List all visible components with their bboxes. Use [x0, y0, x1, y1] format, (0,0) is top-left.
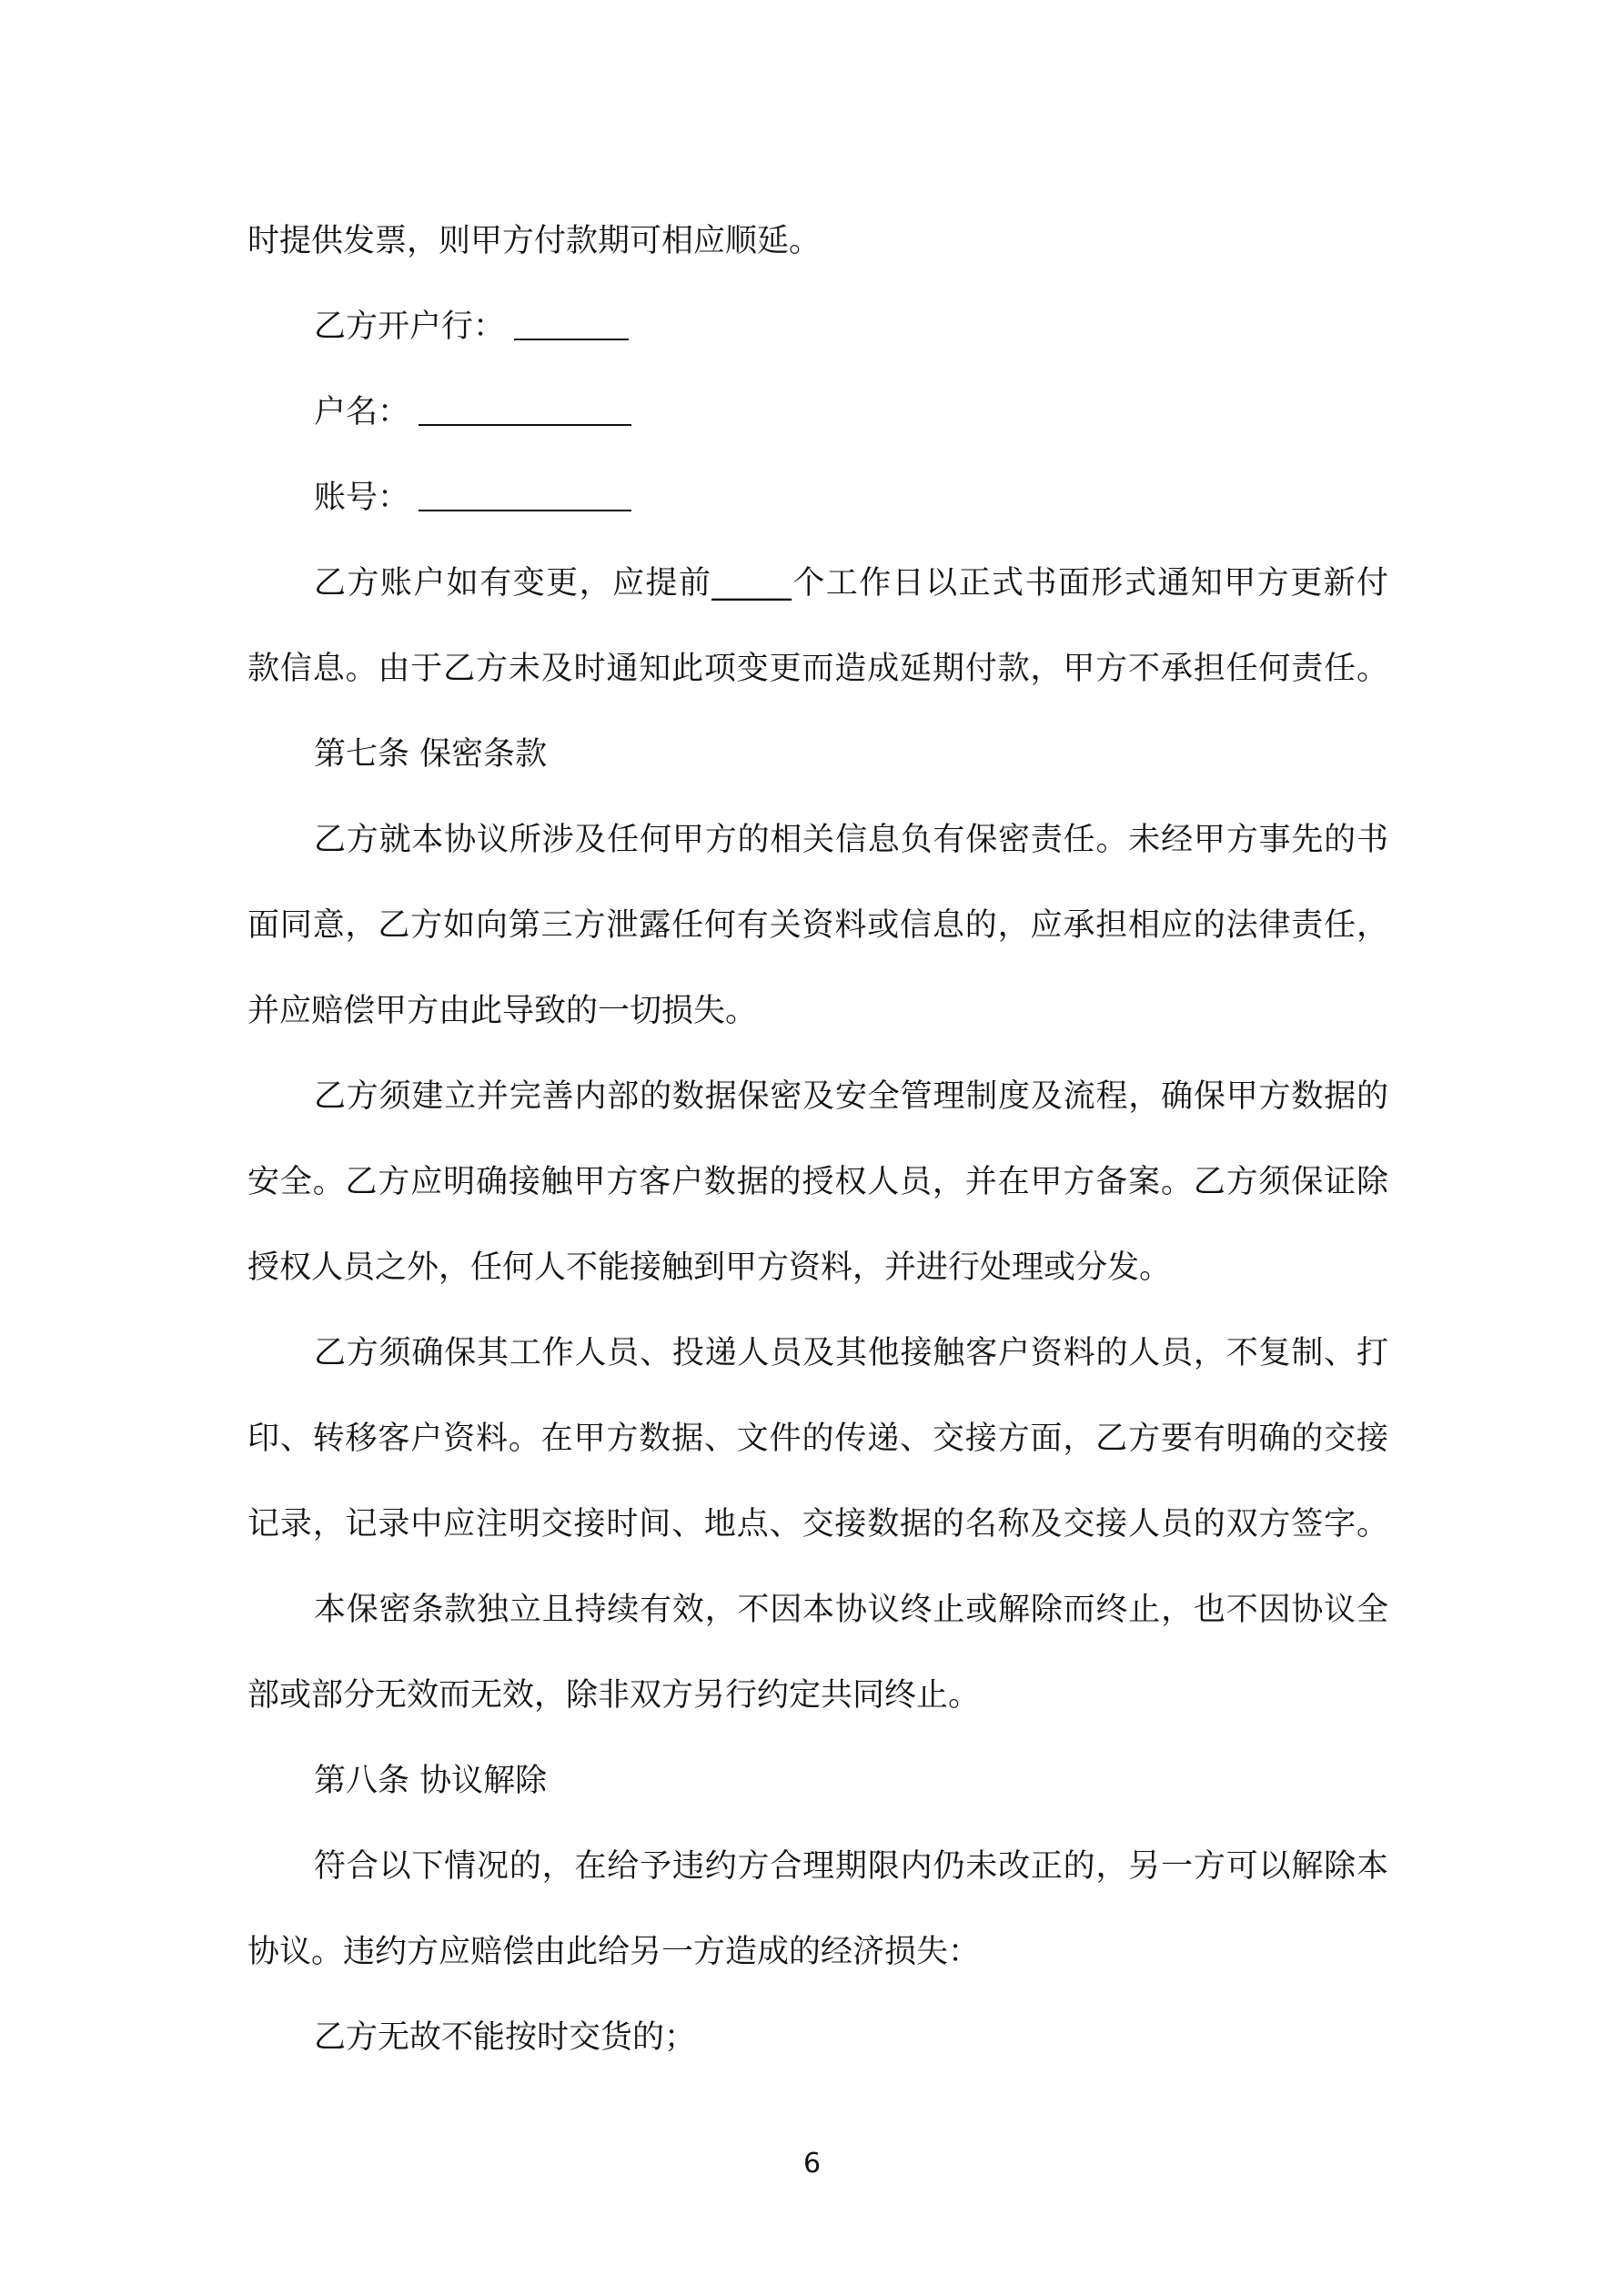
fill-in-blank — [419, 397, 631, 426]
line-text: 本保密条款独立且持续有效，不因本协议终止或解除而终止，也不因协议全 — [314, 1592, 1388, 1628]
text-line — [247, 1054, 1388, 1139]
text-line — [247, 968, 1388, 1054]
line-text: 授权人员之外，任何人不能接触到甲方资料，并进行处理或分发。 — [247, 1249, 1172, 1286]
page-number: 6 — [802, 2148, 822, 2180]
line-text: 印、转移客户资料。在甲方数据、文件的传递、交接方面，乙方要有明确的交接 — [247, 1421, 1388, 1457]
line-text: 乙方无故不能按时交货的； — [314, 2019, 697, 2056]
line-text: 乙方就本协议所涉及任何甲方的相关信息负有保密责任。未经甲方事先的书 — [314, 822, 1388, 858]
line-text: 账号： — [314, 480, 410, 516]
line-text: 时提供发票，则甲方付款期可相应顺延。 — [247, 223, 822, 259]
fill-in-blank — [514, 311, 629, 340]
text-line — [247, 626, 1388, 712]
line-text: 记录，记录中应注明交接时间、地点、交接数据的名称及交接人员的双方签字。 — [247, 1506, 1388, 1542]
line-text: 户名： — [314, 394, 410, 430]
text-line — [247, 369, 1388, 455]
text-line — [247, 541, 1388, 626]
text-line — [247, 1139, 1388, 1225]
line-text: 符合以下情况的，在给予违约方合理期限内仍未改正的，另一方可以解除本 — [314, 1848, 1388, 1885]
text-line — [247, 1653, 1388, 1738]
line-text: 乙方开户行： — [314, 308, 506, 345]
line-text: 面同意，乙方如向第三方泄露任何有关资料或信息的，应承担相应的法律责任， — [247, 907, 1388, 944]
text-line — [247, 797, 1388, 883]
text-line — [247, 1738, 1388, 1824]
text-line — [247, 883, 1388, 968]
line-text: 协议。违约方应赔偿由此给另一方造成的经济损失： — [247, 1934, 981, 1970]
text-line — [247, 455, 1388, 541]
text-line — [247, 1909, 1388, 1995]
line-text: 第七条 保密条款 — [314, 736, 548, 773]
document-body — [247, 198, 1388, 2080]
line-text: 款信息。由于乙方未及时通知此项变更而造成延期付款，甲方不承担任何责任。 — [247, 651, 1388, 687]
line-text: 乙方须建立并完善内部的数据保密及安全管理制度及流程，确保甲方数据的 — [314, 1078, 1388, 1115]
text-line — [247, 284, 1388, 369]
text-line — [247, 712, 1388, 797]
text-line — [247, 1225, 1388, 1310]
line-text: 并应赔偿甲方由此导致的一切损失。 — [247, 993, 758, 1029]
text-line — [247, 1995, 1388, 2080]
line-text: 部或部分无效而无效，除非双方另行约定共同终止。 — [247, 1677, 981, 1714]
line-text: 第八条 协议解除 — [314, 1763, 548, 1799]
text-line — [247, 1567, 1388, 1653]
text-line — [247, 198, 1388, 284]
line-text: 乙方须确保其工作人员、投递人员及其他接触客户资料的人员，不复制、打 — [314, 1335, 1388, 1371]
text-line — [247, 1396, 1388, 1482]
fill-in-blank — [419, 482, 631, 511]
line-text: 安全。乙方应明确接触甲方客户数据的授权人员，并在甲方备案。乙方须保证除 — [247, 1164, 1388, 1200]
line-text: 乙方账户如有变更，应提前_____个工作日以正式书面形式通知甲方更新付 — [314, 565, 1388, 602]
text-line — [247, 1482, 1388, 1567]
text-line — [247, 1824, 1388, 1909]
text-line — [247, 1310, 1388, 1396]
